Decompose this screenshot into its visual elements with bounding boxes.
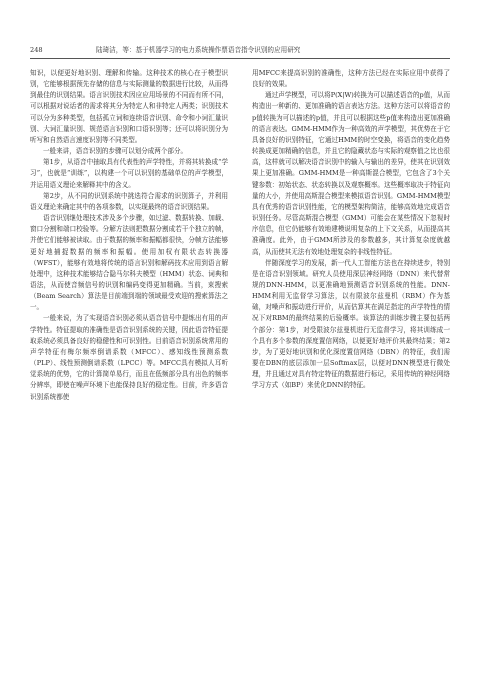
- page-header: [30, 44, 450, 56]
- left-column: [30, 68, 228, 403]
- paragraph: 通过声学模型，可以将P(X|W)转换为可以描述语音的p值，从而构造出一种新的、更加准确的语言表达方法。这种方法可以将语音的p值转换为可以描述的p值，并且可以根据这些p值来构造出更加准确的语言表达。GMM-HMM作为一种高效的声学模型，其优势在于它具备良好的识别特征，它通过HMM的时空变换，将语音的变化趋势转换成更加精确的信息，并且它的隐藏状态与实际的观察值之比也很高，这样就可以解决语音识别中的输入与输出的差异，使其在识别效果上更加准确。GMM-HMM是一种高斯混合模型，它包含了3个关键参数：初始状态、状态转换以及观察概率。这些概率取决于特征向量的大小，并使用高斯混合模型来模拟语音识别。GMM-HMM模型具有优秀的语音识别性能，它的模型架构简洁，能够高效地完成语音识别任务。尽管高斯混合模型（GMM）可能会在某些情况下忽视时序信息，但它仍能够有效地建模说明复杂的上下文关系，从而提高其准确度。此外，由于GMM所涉及的参数越多，其计算复杂度就越高，从而使其无法有效地处理复杂的非线性特征。: [252, 91, 450, 256]
- paragraph: 伴随深度学习的发展，新一代人工智能方法也在持续进步，特别是在语音识别领域。研究人员使用深层神经网络（DNN）来代替常规的DNN-HMM，以更准确地预测语音识别系统的性能。DNN-HMM利用无监督学习算法，以有限波尔兹曼机（RBM）作为基础，对噪声和振动进行评价，从而估算其在满足指定的声学特性的情况下对RBM的最终结果的后验概率。该算法的训练步骤主要包括两个部分：第1步，对受限波尔兹曼机进行无监督学习，将其训练成一个具有多个参数的深度置信网络，以便更好地评价其最终结果；第2步，为了更好地识别和优化深度置信网络（DBN）的特征，我们需要在DBN的底层添加一层Softmax层，以便对DNN模型进行微处理，并且通过对具有特定特征的数据进行标记，采用传统的神经网络学习方式（如BP）来优化DNN的特征。: [252, 258, 450, 390]
- paragraph: 一般来讲，语音识别的步骤可以划分成两个部分。: [43, 147, 188, 156]
- paragraph: 语音识别继处理技术涉及多个步骤，如过滤、数据转换、加载、窗口分割和端口校验等。分解方法则把数据分割成若干个独立的帧，并使它们能够被读取。由于数据的频率和振幅都很快，分帧方法能够更好地捕捉数据的频率和振幅。使用加权有限状态转换器（WFST），能够有效地将传统的语言识别和解码技术应用到语言解处理中，这种技术能够结合隐马尔科夫模型（HMM）状态、词典和语法，从而使音频信号的识别和编码变得更加精确。当前，束搜索（Beam Search）算法是目前端到端的领域最受欢迎的搜索算法之一。: [30, 214, 228, 312]
- paragraph: 第2步，从不同的识别系统中挑选符合需求的识别算子，并利用语义理论来确定其中的各项参数，以实现最终的语音识别结果。: [30, 191, 228, 211]
- paragraph: 用MFCC来提高识别的准确性，这种方法已经在实际应用中获得了良好的效果。: [252, 69, 450, 89]
- right-column: [252, 68, 450, 392]
- paragraph: 第1步，从语音中抽取具有代表性的声学特性，并将其转换成“学习”，也就是“训练”，以构建一个可以识别的基础单位的声学模型，并运用语义理论来解释其中的含义。: [30, 158, 228, 189]
- page-number: 248: [30, 46, 43, 54]
- header-rule: [30, 58, 450, 59]
- running-title: 陆琦洁，等：基于机器学习的电力系统操作票语音指令识别的应用研究: [96, 46, 301, 54]
- paragraph: 一般来说，为了实现语音识别必须从语音信号中提炼出有用的声学特性。特征提取的准确性是语音识别系统的关键，因此语音特征提取系统必须具备良好的稳健性和可识别性。目前语音识别系统常用的声学特征有梅尔频率倒谱系数（MFCC）、感知线性预测系数（PLP）、线性预测倒谱系数（LPCC）等。MFCC具有模拟人耳听觉系统的优势，它的计算简单易行，而且在低频部分具有出色的频率分辨率，即使在噪声环境下也能保持良好的稳定性。目前，许多语音识别系统都使: [30, 314, 228, 401]
- paragraph: 知识，以便更好地识别、理解和传输。这种技术的核心在于模型识别，它能够根据预先存储的信息与实际测量的数据进行比较，从而得到最佳的识别结果。语言识别技术因应应用场景的不同而有所不同，可以根据对说话者的需求将其分为特定人和非特定人两类；识别技术可以分为多种类型，包括孤立词和连续语音识别、命令和小词汇量识别、大词汇量识别、规范语言识别和口语识别等；还可以将识别分为听写和自然语言速度识别等不同类型。: [30, 69, 228, 144]
